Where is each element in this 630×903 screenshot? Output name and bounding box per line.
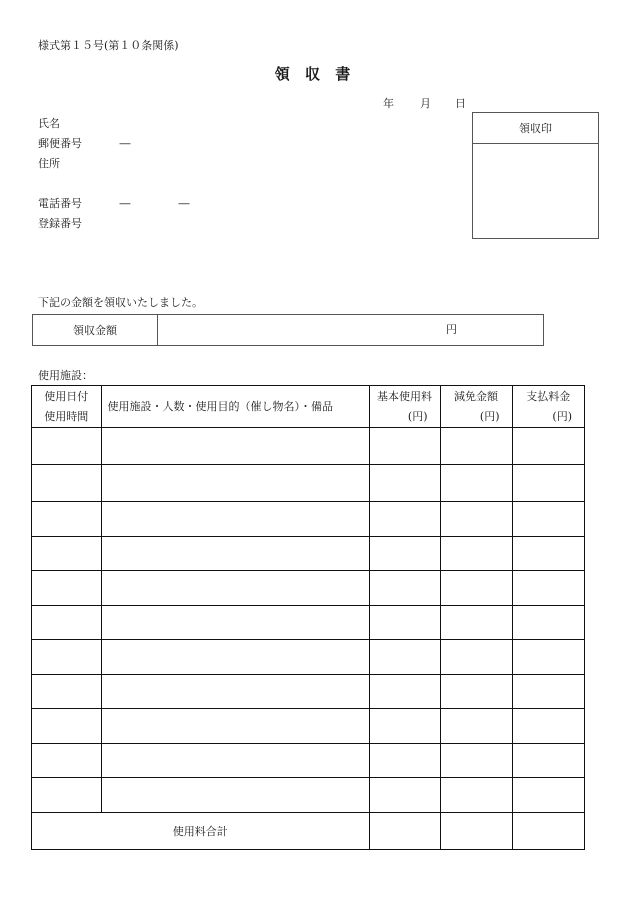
date-time-cell xyxy=(32,778,102,813)
phone-label: 電話番号 xyxy=(38,197,82,210)
paid-cell xyxy=(513,709,586,744)
details-cell xyxy=(102,465,370,502)
header-time-label: 使用時間 xyxy=(44,409,89,423)
header-date-label: 使用日付 xyxy=(44,389,89,403)
date-time-cell xyxy=(32,606,102,641)
paid-cell xyxy=(513,571,586,606)
facility-section-label: 使用施設： xyxy=(38,369,93,382)
paid-cell xyxy=(513,428,586,465)
header-paid-label: 支払料金 xyxy=(526,389,571,403)
receipt-stamp-box xyxy=(472,112,599,239)
base-fee-cell xyxy=(370,709,441,744)
discount-cell xyxy=(441,709,513,744)
header-base-fee-label: 基本使用料 xyxy=(377,389,432,403)
amount-label-cell xyxy=(33,315,158,345)
details-cell xyxy=(102,428,370,465)
details-cell xyxy=(102,502,370,537)
name-label: 氏名 xyxy=(38,117,60,130)
base-fee-cell xyxy=(370,640,441,675)
base-fee-cell xyxy=(370,675,441,710)
paid-cell xyxy=(513,537,586,572)
date-time-cell xyxy=(32,640,102,675)
receipt-stamp-label: 領収印 xyxy=(519,122,552,135)
date-time-cell xyxy=(32,465,102,502)
header-discount-label: 減免金額 xyxy=(454,389,498,403)
total-discount-cell xyxy=(441,813,513,850)
header-details-label: 使用施設・人数・使用目的（催し物名）・備品 xyxy=(107,399,333,413)
date-time-cell xyxy=(32,502,102,537)
receipt-stamp-header xyxy=(473,113,598,144)
base-fee-cell xyxy=(370,502,441,537)
discount-cell xyxy=(441,537,513,572)
document-title: 領 収 書 xyxy=(274,65,356,83)
details-cell xyxy=(102,778,370,813)
registration-label: 登録番号 xyxy=(38,217,82,230)
base-fee-cell xyxy=(370,465,441,502)
discount-cell xyxy=(441,428,513,465)
details-cell xyxy=(102,571,370,606)
date-time-cell xyxy=(32,428,102,465)
base-fee-cell xyxy=(370,606,441,641)
postal-code-separator: ― xyxy=(119,137,131,150)
total-label: 使用料合計 xyxy=(172,824,228,838)
header-paid-unit: (円) xyxy=(552,409,572,423)
postal-code-label: 郵便番号 xyxy=(38,137,82,150)
address-label: 住所 xyxy=(38,157,60,170)
amount-unit: 円 xyxy=(446,323,457,336)
header-date-time xyxy=(32,386,102,428)
paid-cell xyxy=(513,675,586,710)
date-time-cell xyxy=(32,537,102,572)
total-label-cell xyxy=(32,813,370,850)
date-time-cell xyxy=(32,709,102,744)
header-base-fee-unit: (円) xyxy=(407,409,428,423)
amount-box xyxy=(32,314,544,346)
details-cell xyxy=(102,675,370,710)
usage-table xyxy=(31,385,585,850)
discount-cell xyxy=(441,744,513,779)
details-cell xyxy=(102,744,370,779)
paid-cell xyxy=(513,465,586,502)
paid-cell xyxy=(513,744,586,779)
header-discount xyxy=(441,386,513,428)
form-number: 様式第１５号(第１０条関係) xyxy=(38,39,179,52)
date-month-label: 月 xyxy=(420,97,431,110)
base-fee-cell xyxy=(370,778,441,813)
discount-cell xyxy=(441,675,513,710)
header-discount-unit: (円) xyxy=(479,409,500,423)
details-cell xyxy=(102,709,370,744)
header-base-fee xyxy=(370,386,441,428)
date-time-cell xyxy=(32,744,102,779)
phone-separator-1: ― xyxy=(119,197,131,210)
base-fee-cell xyxy=(370,744,441,779)
discount-cell xyxy=(441,502,513,537)
base-fee-cell xyxy=(370,537,441,572)
amount-value-cell xyxy=(158,315,543,345)
total-base-fee-cell xyxy=(370,813,441,850)
base-fee-cell xyxy=(370,428,441,465)
date-day-label: 日 xyxy=(455,97,466,110)
receipt-statement: 下記の金額を領収いたしました。 xyxy=(38,296,203,309)
discount-cell xyxy=(441,606,513,641)
paid-cell xyxy=(513,778,586,813)
header-paid xyxy=(513,386,586,428)
total-paid-cell xyxy=(513,813,586,850)
paid-cell xyxy=(513,606,586,641)
details-cell xyxy=(102,606,370,641)
paid-cell xyxy=(513,640,586,675)
amount-label: 領収金額 xyxy=(73,324,117,337)
details-cell xyxy=(102,537,370,572)
date-time-cell xyxy=(32,571,102,606)
discount-cell xyxy=(441,778,513,813)
header-details xyxy=(102,386,370,428)
date-year-label: 年 xyxy=(383,97,394,110)
discount-cell xyxy=(441,571,513,606)
date-time-cell xyxy=(32,675,102,710)
base-fee-cell xyxy=(370,571,441,606)
discount-cell xyxy=(441,465,513,502)
paid-cell xyxy=(513,502,586,537)
discount-cell xyxy=(441,640,513,675)
phone-separator-2: ― xyxy=(178,197,190,210)
details-cell xyxy=(102,640,370,675)
